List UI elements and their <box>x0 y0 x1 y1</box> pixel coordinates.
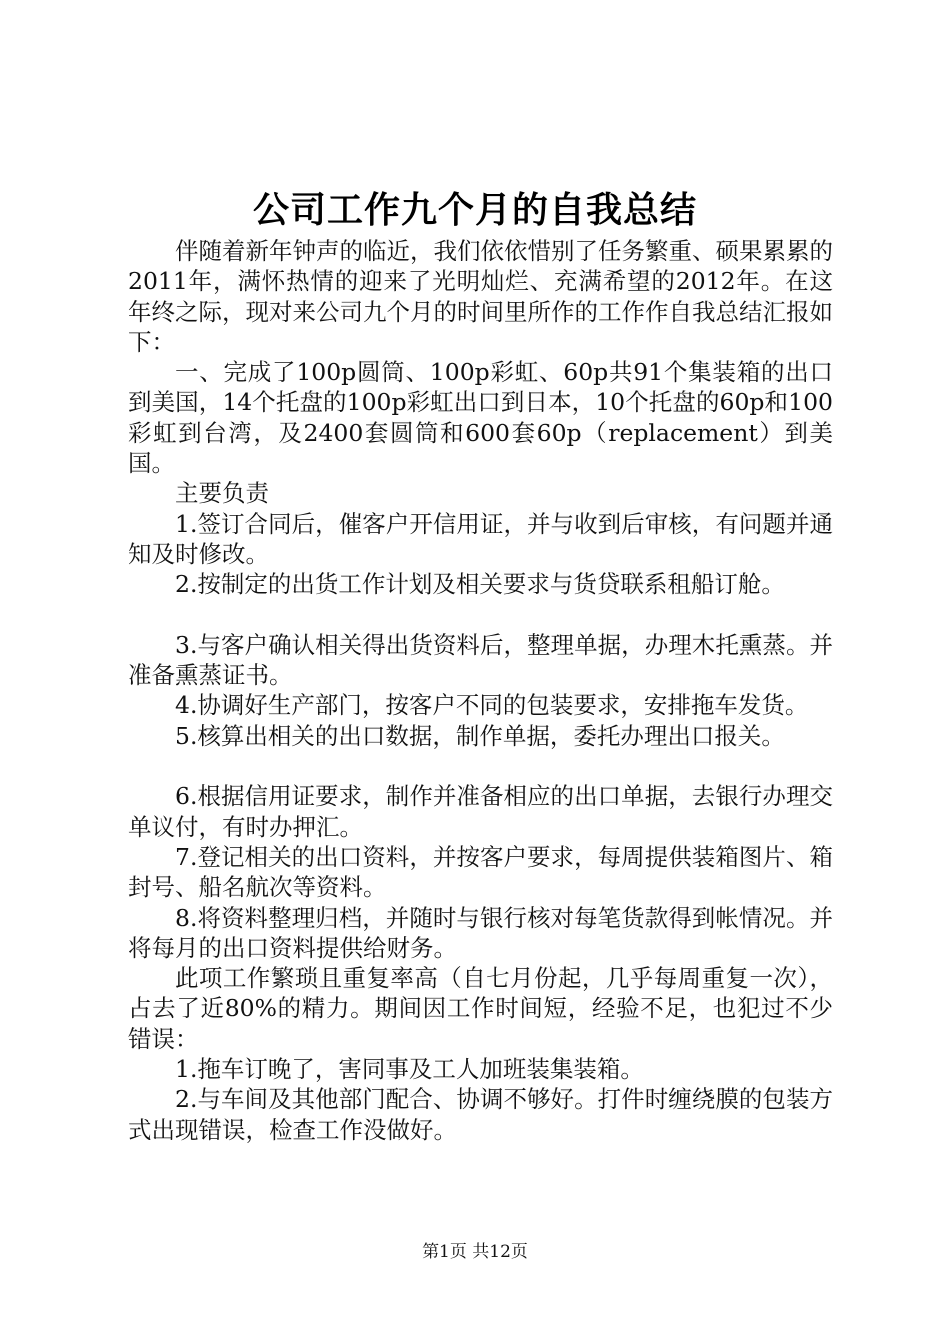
page-footer: 第1页 共12页 <box>422 1242 528 1262</box>
paragraph-duty-4: 4.协调好生产部门，按客户不同的包装要求，安排拖车发货。 <box>175 691 809 720</box>
paragraph-duty-6: 6.根据信用证要求，制作并准备相应的出口单据，去银行办理交单议付，有时办押汇。 <box>128 782 833 841</box>
document-title: 公司工作九个月的自我总结 <box>252 189 697 231</box>
paragraph-duty-8: 8.将资料整理归档，并随时与银行核对每笔货款得到帐情况。并将每月的出口资料提供给财务。 <box>128 903 833 962</box>
paragraph-main-duties-heading: 主要负责 <box>175 479 269 508</box>
paragraph-mistake-2: 2.与车间及其他部门配合、协调不够好。打件时缠绕膜的包装方式出现错误，检查工作没做好。 <box>128 1085 833 1144</box>
paragraph-intro: 伴随着新年钟声的临近，我们依依惜别了任务繁重、硕果累累的2011年，满怀热情的迎来了光明灿烂、充满希望的2012年。在这年终之际，现对来公司九个月的时间里所作的工作作自我总结汇报如下： <box>128 237 833 356</box>
paragraph-duty-7: 7.登记相关的出口资料，并按客户要求，每周提供装箱图片、箱封号、船名航次等资料。 <box>128 842 833 902</box>
paragraph-mistake-1: 1.拖车订晚了，害同事及工人加班装集装箱。 <box>175 1055 644 1084</box>
paragraph-summary: 此项工作繁琐且重复率高（自七月份起，几乎每周重复一次），占去了近80%的精力。期间因工作时间短，经验不足，也犯过不少错误： <box>128 964 833 1053</box>
paragraph-duty-5: 5.核算出相关的出口数据，制作单据，委托办理出口报关。 <box>175 721 785 750</box>
paragraph-duty-2: 2.按制定的出货工作计划及相关要求与货贷联系租船订舱。 <box>175 570 785 599</box>
paragraph-section-1: 一、完成了100p圆筒、100p彩虹、60p共91个集装箱的出口到美国，14个托盘的100p彩虹出口到日本，10个托盘的60p和100彩虹到台湾，及2400套圆筒和600套60p（replacement）到美国。 <box>128 358 833 478</box>
paragraph-duty-3: 3.与客户确认相关得出货资料后，整理单据，办理木托熏蒸。并准备熏蒸证书。 <box>128 630 833 690</box>
document-body <box>128 236 833 1145</box>
paragraph-duty-1: 1.签订合同后，催客户开信用证，并与收到后审核，有问题并通知及时修改。 <box>128 509 833 568</box>
